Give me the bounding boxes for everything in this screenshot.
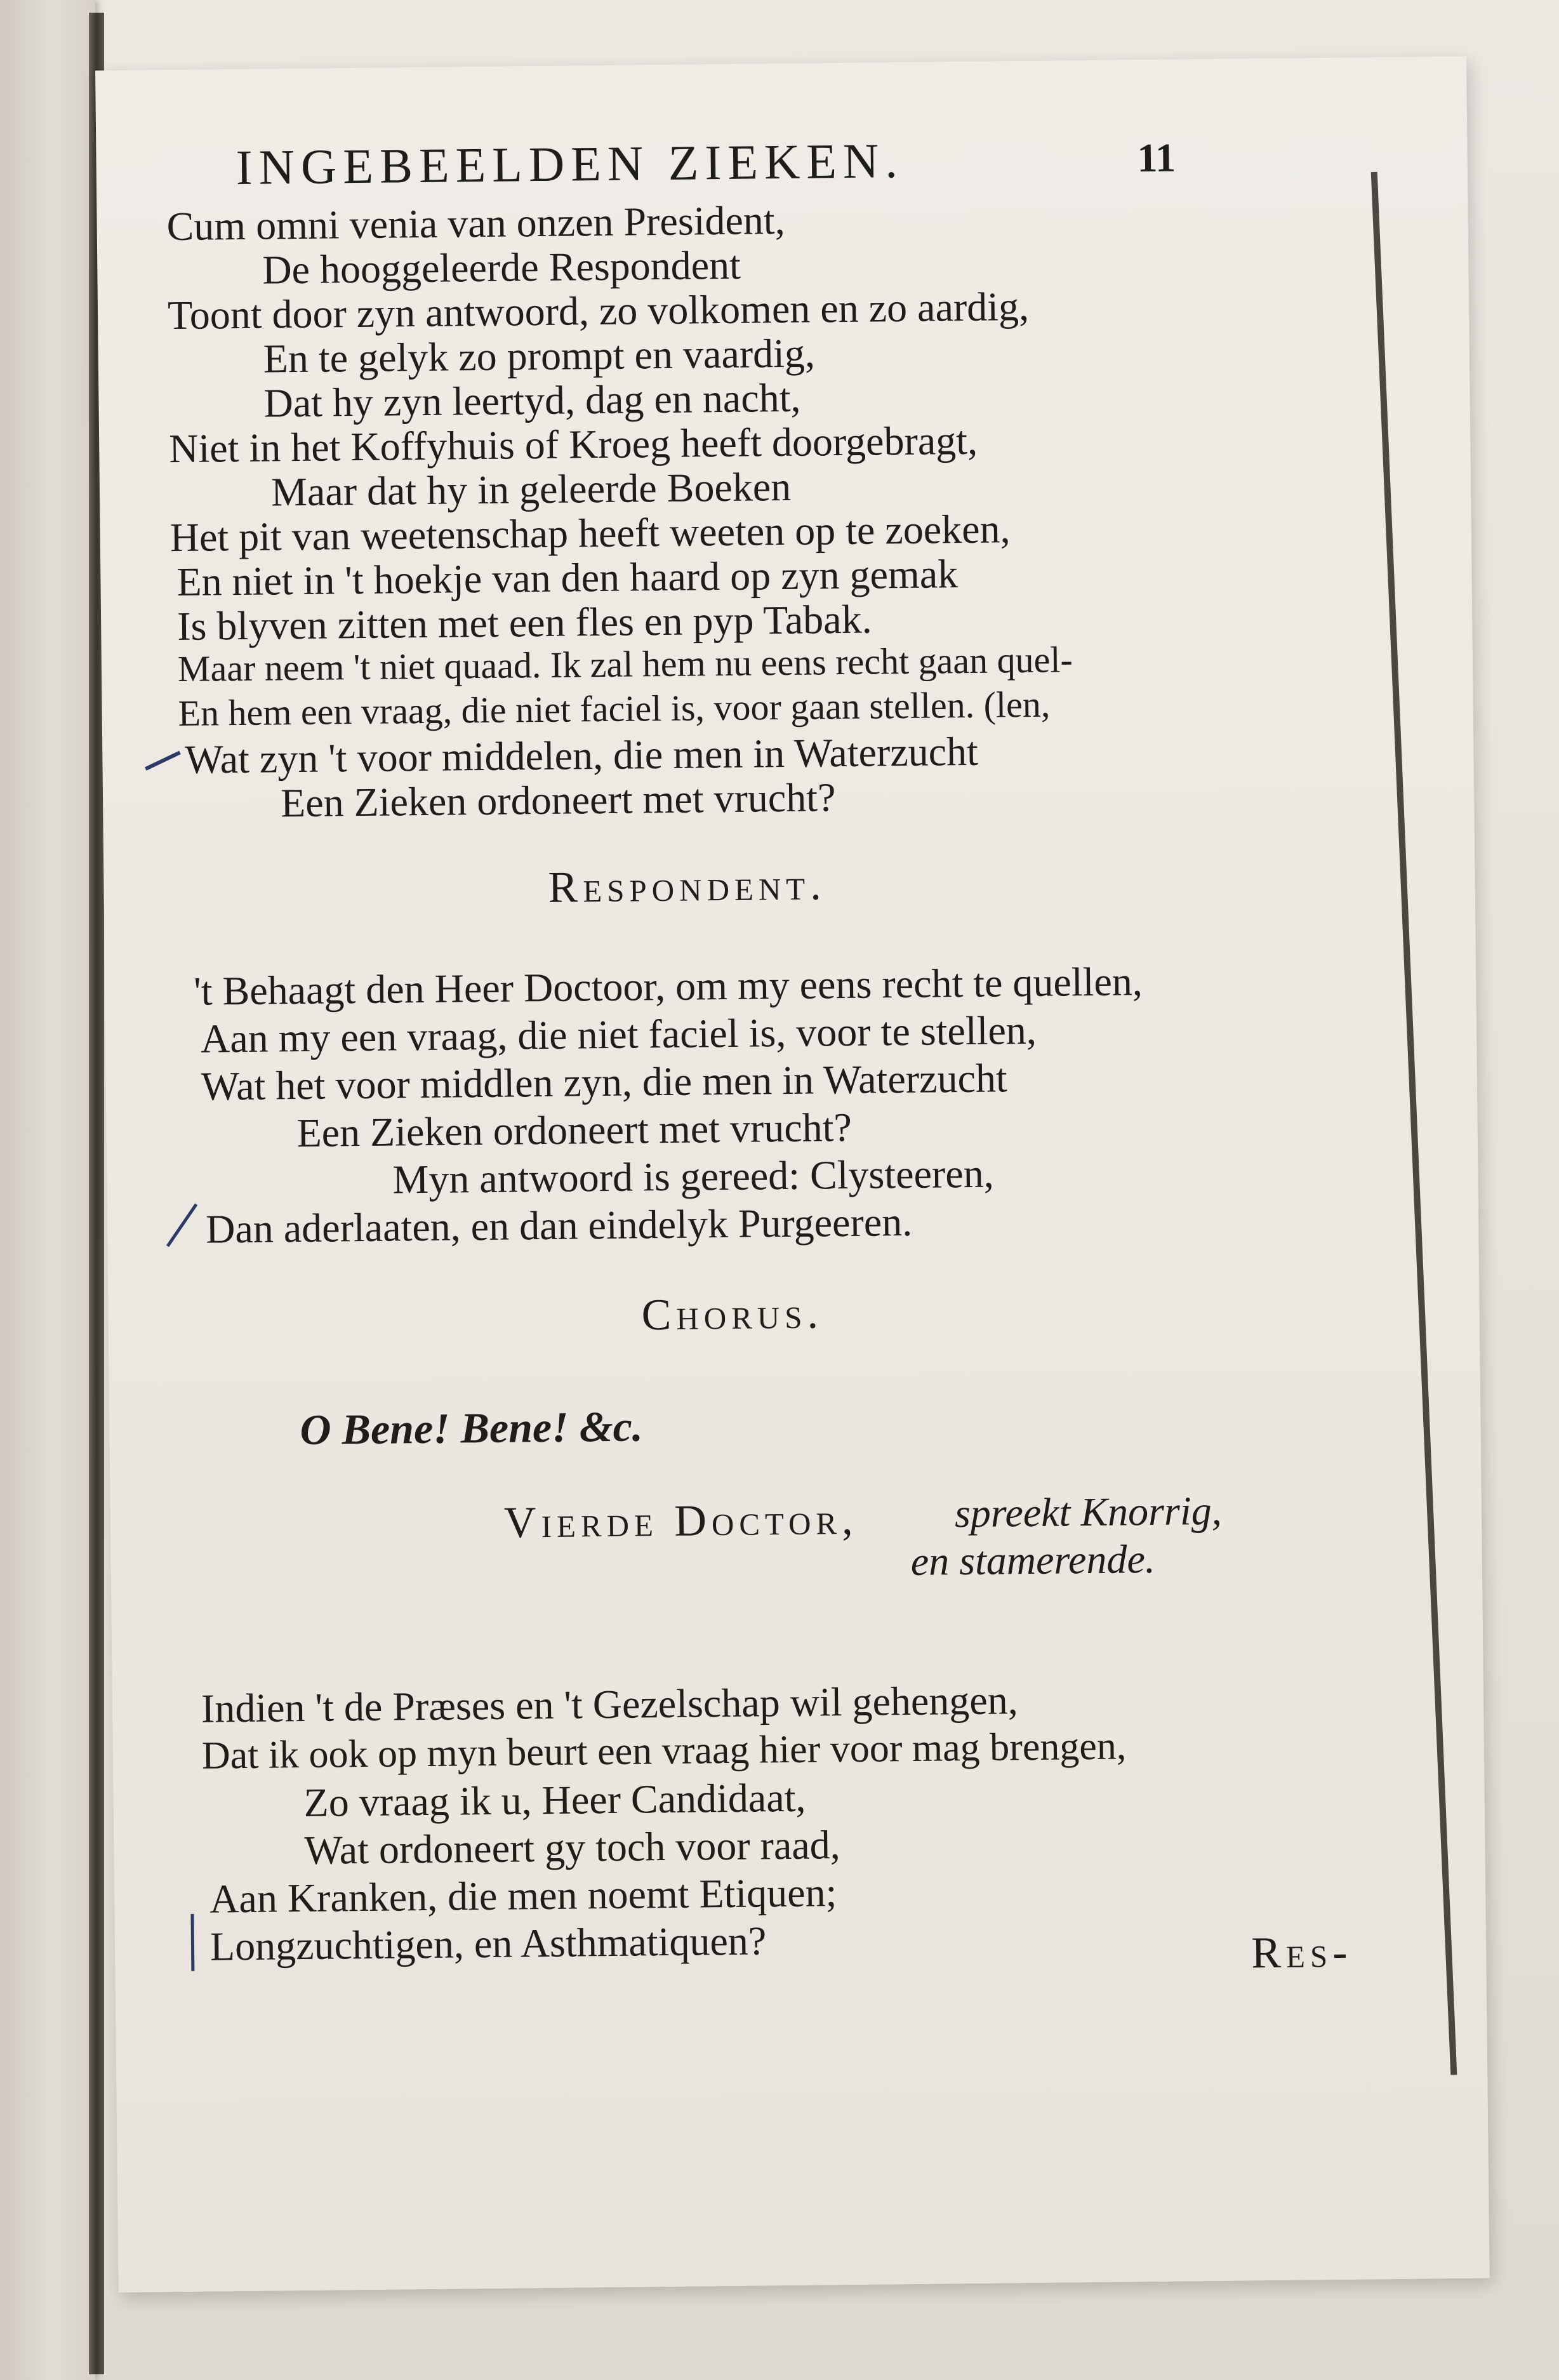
book-page bbox=[95, 57, 1490, 2292]
verse-line: Niet in het Koffyhuis of Kroeg heeft doorgebragt, bbox=[168, 417, 978, 472]
speaker-heading-vierde-doctor: Vierde Doctor, bbox=[503, 1494, 858, 1548]
verse-line: Dan aderlaaten, en dan eindelyk Purgeeren. bbox=[205, 1199, 913, 1252]
verse-line: Een Zieken ordoneert met vrucht? bbox=[296, 1104, 852, 1156]
verse-line: De hooggeleerde Respondent bbox=[262, 242, 741, 293]
verse-line: Aan my een vraag, die niet faciel is, voor te stellen, bbox=[200, 1007, 1037, 1061]
verse-line: Indien 't de Præses en 't Gezelschap wil gehengen, bbox=[201, 1677, 1019, 1731]
verse-line: Cum omni venia van onzen President, bbox=[166, 197, 785, 249]
running-head: INGEBEELDEN ZIEKEN. bbox=[236, 132, 905, 195]
verse-line: En hem een vraag, die niet faciel is, voor gaan stellen. (len, bbox=[178, 683, 1051, 734]
verse-line: 't Behaagt den Heer Doctoor, om my eens recht te quellen, bbox=[193, 959, 1143, 1014]
pen-mark bbox=[190, 1914, 194, 1971]
verse-line: Dat ik ook op myn beurt een vraag hier voor mag brengen, bbox=[201, 1724, 1127, 1778]
verse-line: En te gelyk zo prompt en vaardig, bbox=[263, 330, 816, 382]
verse-line: Het pit van weetenschap heeft weeten op te zoeken, bbox=[169, 506, 1011, 561]
speaker-heading-chorus: Chorus. bbox=[641, 1289, 824, 1340]
verse-line: Maar dat hy in geleerde Boeken bbox=[270, 463, 792, 515]
verse-line: Zo vraag ik u, Heer Candidaat, bbox=[303, 1774, 806, 1826]
previous-page-edge bbox=[0, 0, 95, 2380]
pen-mark bbox=[145, 751, 181, 771]
verse-line: Aan Kranken, die men noemt Etiquen; bbox=[209, 1870, 837, 1922]
catchword: Res- bbox=[1251, 1927, 1353, 1978]
verse-line: Maar neem 't niet quaad. Ik zal hem nu eens recht gaan quel- bbox=[177, 639, 1073, 689]
stage-direction: spreekt Knorrig, bbox=[954, 1487, 1222, 1536]
chorus-line: O Bene! Bene! &c. bbox=[300, 1402, 644, 1454]
verse-line: Wat het voor middlen zyn, die men in Waterzucht bbox=[201, 1055, 1008, 1109]
pen-mark bbox=[166, 1204, 197, 1247]
verse-line: Een Zieken ordoneert met vrucht? bbox=[280, 774, 836, 826]
page-edge bbox=[1371, 172, 1457, 2075]
verse-line: Wat zyn 't voor middelen, die men in Waterzucht bbox=[185, 728, 979, 782]
verse-line: Myn antwoord is gereed: Clysteeren, bbox=[392, 1150, 995, 1202]
verse-line: Is blyven zitten met een fles en pyp Tabak. bbox=[176, 596, 872, 649]
speaker-heading-respondent: Respondent. bbox=[548, 860, 826, 912]
page-number: 11 bbox=[1137, 135, 1176, 181]
verse-line: En niet in 't hoekje van den haard op zyn gemak bbox=[176, 551, 959, 605]
verse-line: Longzuchtigen, en Asthmatiquen? bbox=[209, 1918, 767, 1969]
verse-line: Toont door zyn antwoord, zo volkomen en zo aardig, bbox=[167, 283, 1030, 338]
stage-direction: en stamerende. bbox=[910, 1536, 1156, 1584]
verse-line: Wat ordoneert gy toch voor raad, bbox=[304, 1822, 841, 1873]
verse-line: Dat hy zyn leertyd, dag en nacht, bbox=[263, 375, 801, 426]
